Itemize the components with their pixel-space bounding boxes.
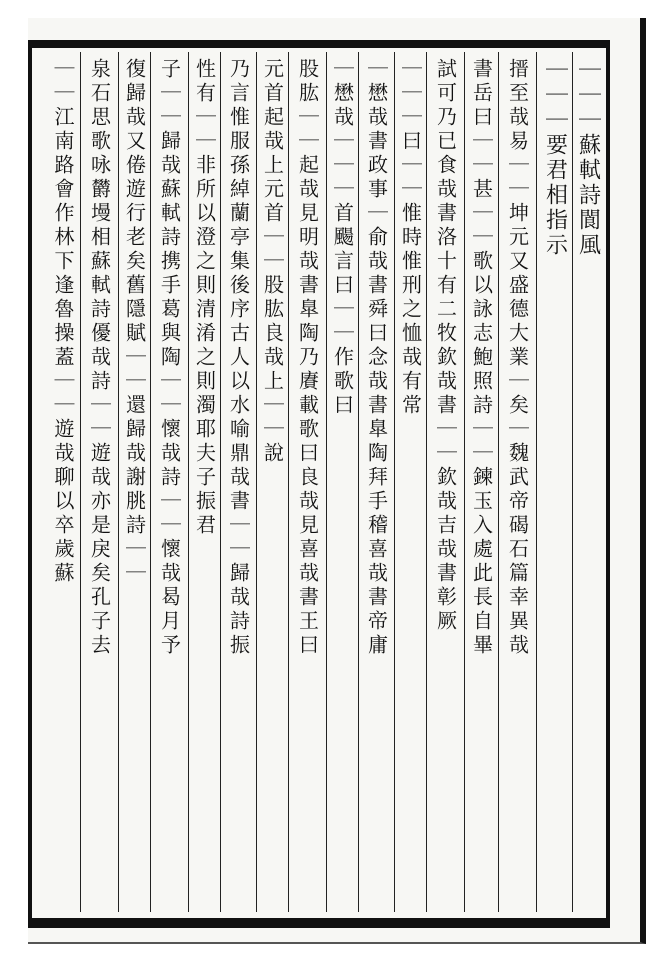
- column-8: [326, 52, 358, 912]
- column-5: [426, 52, 464, 912]
- column-7-text: ｜懋哉書政事｜俞哉書舜曰念哉書臯陶拜手稽喜哉書帝庸: [364, 58, 389, 658]
- frame-bottom-border: [28, 918, 610, 928]
- column-3: [498, 52, 536, 912]
- column-9-text: 股肱｜｜起哉見明哉書臯陶乃賡載歌曰良哉見喜哉書王曰: [295, 58, 320, 658]
- column-13: [150, 52, 188, 912]
- column-1-text: ｜｜｜蘇軾詩閬風: [575, 58, 601, 258]
- column-15: [80, 52, 118, 912]
- column-13-text: 子｜｜歸哉蘇軾詩携手葛與陶｜｜懷哉詩｜｜懷哉曷月予: [157, 58, 182, 658]
- frame-top-border: [28, 40, 610, 48]
- column-9: [288, 52, 326, 912]
- column-1: [572, 52, 602, 912]
- text-columns: [36, 52, 602, 912]
- frame-right-border: [606, 40, 610, 928]
- column-14: [118, 52, 150, 912]
- column-4-text: 書岳曰｜｜甚｜｜歌以詠志鮑照詩｜｜鍊玉入處此長自畢: [469, 58, 494, 658]
- column-16-text: ｜｜江南路會作林下逢魯操蓋｜｜遊哉聊以卒歲蘇: [51, 58, 75, 586]
- column-6: [394, 52, 426, 912]
- column-2-text: ｜｜｜要君相指示: [542, 58, 568, 258]
- column-3-text: 搢至哉易｜｜坤元又盛德大業｜矣｜魏武帝碣石篇幸異哉: [505, 58, 530, 658]
- column-2: [536, 52, 572, 912]
- column-7: [358, 52, 394, 912]
- column-5-text: 試可乃已食哉書洛十有二牧欽哉書｜｜欽哉吉哉書彰厥: [433, 58, 458, 634]
- column-8-text: ｜懋哉｜｜｜首颺言曰｜｜作歌曰: [330, 58, 355, 418]
- column-11-text: 乃言惟服孫綽蘭亭集後序古人以水喻鼎哉書｜｜歸哉詩振: [226, 58, 251, 658]
- column-10-text: 元首起哉上元首｜｜股肱良哉上｜｜說: [260, 58, 285, 466]
- column-16: [46, 52, 80, 912]
- column-11: [220, 52, 256, 912]
- column-14-text: 復歸哉又倦遊行老矣舊隱賦｜｜還歸哉謝朓詩｜｜: [122, 58, 147, 586]
- column-12-text: 性有｜｜非所以澄之則清淆之則濁耶夫子振君: [192, 58, 217, 538]
- column-6-text: ｜｜｜曰｜｜惟時惟刑之恤哉有常: [398, 58, 423, 418]
- frame-left-border: [28, 40, 32, 928]
- column-12: [188, 52, 220, 912]
- column-15-text: 泉石思歌咏欝墁相蘇軾詩優哉詩｜｜遊哉亦是戾矣孔子去: [87, 58, 112, 658]
- column-10: [256, 52, 288, 912]
- column-4: [464, 52, 498, 912]
